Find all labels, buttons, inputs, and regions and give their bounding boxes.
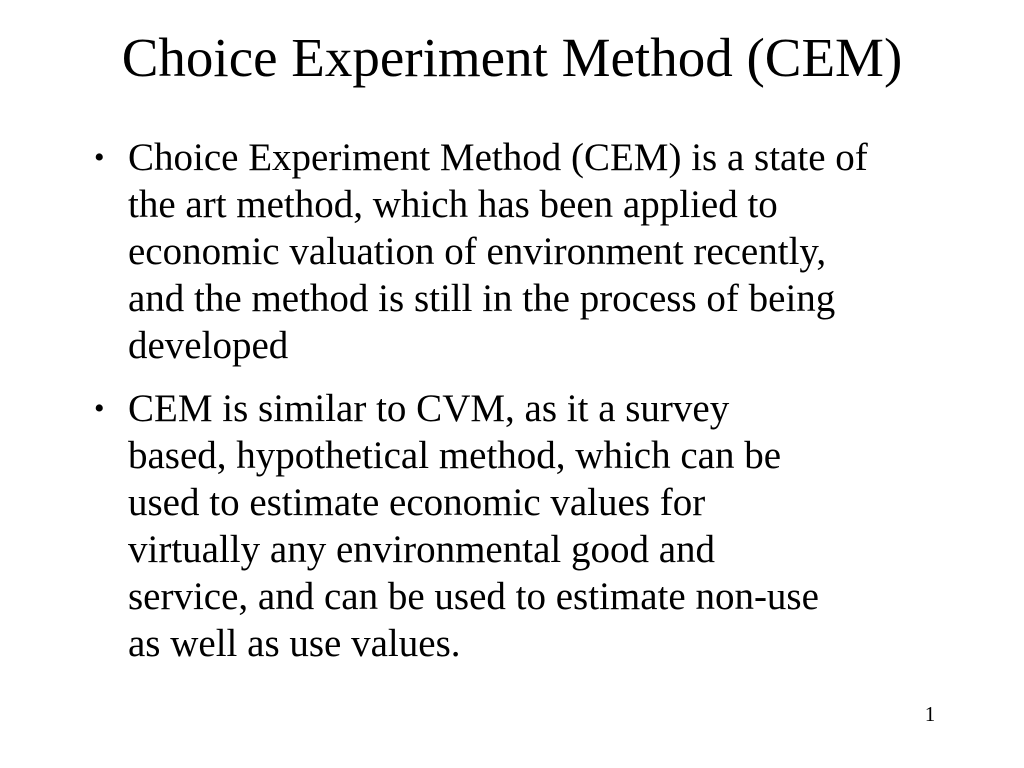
bullet-text [128,385,964,667]
slide-title: Choice Experiment Method (CEM) [121,27,903,88]
bullet-icon: • [94,392,105,425]
bullet-line: Choice Experiment Method (CEM) is a state of [128,136,868,179]
bullet-line: the art method, which has been applied to [128,183,778,226]
bullet-line: service, and can be used to estimate non-use [128,575,819,618]
bullet-line: as well as use values. [128,622,461,665]
bullet-line: used to estimate economic values for [128,481,706,524]
bullet-line: CEM is similar to CVM, as it a survey [128,387,730,430]
bullet-line: virtually any environmental good and [128,528,716,571]
bullet-text [128,134,964,369]
bullet-list [92,134,964,683]
bullet-line: and the method is still in the process of being [128,277,836,320]
bullet-line: economic valuation of environment recently, [128,230,827,273]
bullet-item [92,385,964,667]
bullet-icon: • [94,141,105,174]
bullet-line: based, hypothetical method, which can be [128,434,782,477]
bullet-item [92,134,964,369]
page-number: 1 [924,702,936,726]
bullet-line: developed [128,324,289,367]
